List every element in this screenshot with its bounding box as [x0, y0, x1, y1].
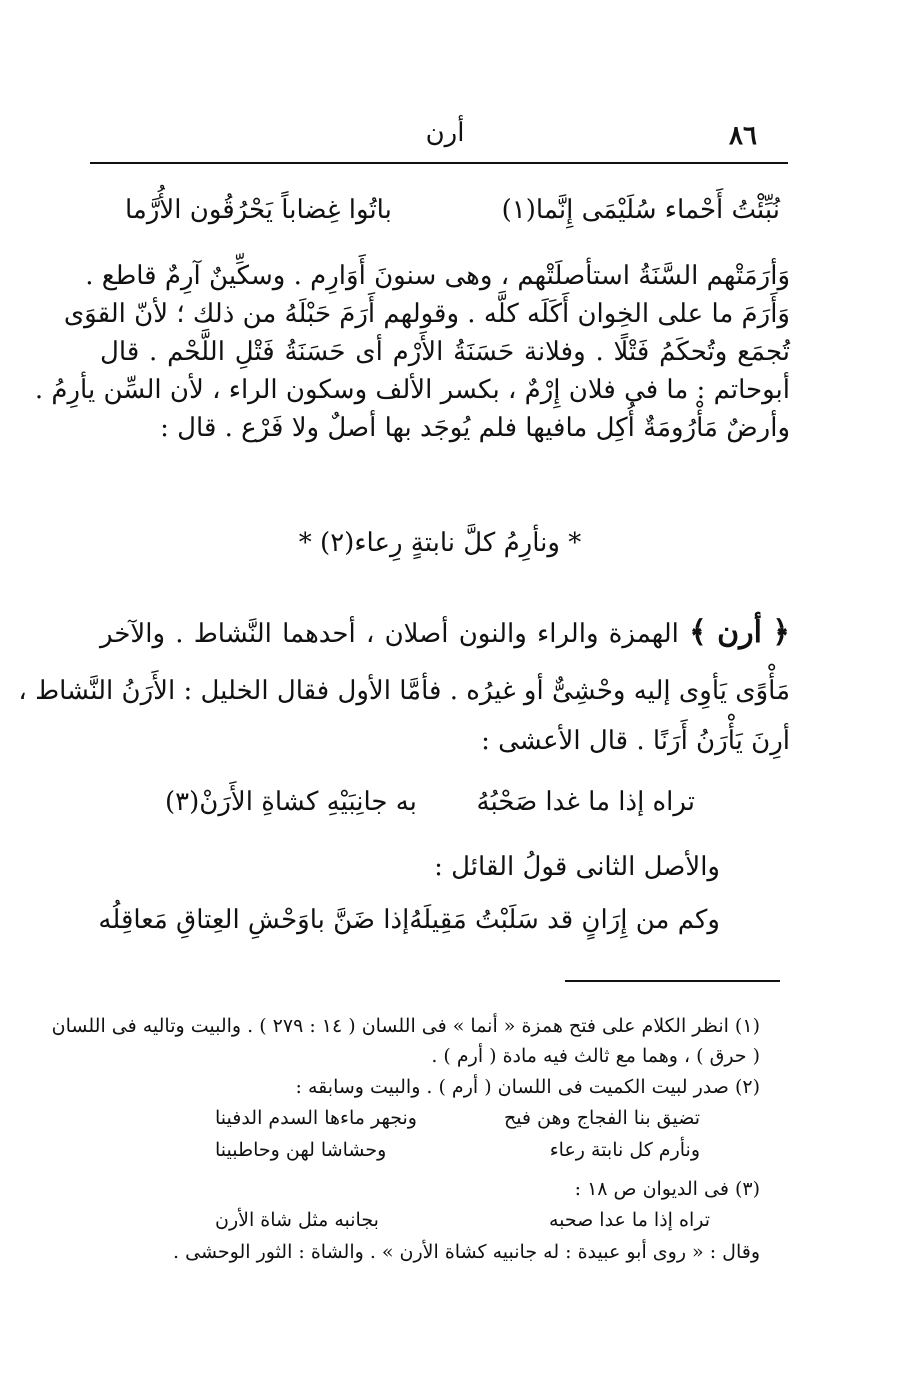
- verse-hemistich-second: بجانبه مثل شاة الأرن: [215, 1209, 379, 1231]
- text-line: أبوحاتم : ما فى فلان إِرْمٌ ، بكسر الألف وسكون الراء ، لأن السِّن يأرِمُ .: [34, 375, 790, 405]
- verse-hemistich-second: إذا ضَنَّ باوَحْشِ العِتاقِ مَعاقِلُه: [98, 905, 410, 935]
- verse-aasha: [165, 787, 695, 817]
- footnote-2-verse: [215, 1139, 700, 1161]
- entry-text: الهمزة والراء والنون أصلان ، أحدهما النَّشاط . والآخر: [100, 619, 679, 649]
- page-number: ٨٦: [729, 121, 757, 151]
- verse-hemistich-second: به جانِبَيْهِ كشاةِ الأَرَنْ(٣): [165, 787, 417, 817]
- text-line: أرِنَ يَأْرَنُ أَرَنًا . قال الأعشى :: [481, 726, 790, 756]
- text-line: تُجمَع وتُحكَمُ فَتْلًا . وفلانة حَسَنَةُ الأَرْم أى حَسَنَةُ فَتْلِ اللَّحْم . قال: [100, 337, 790, 367]
- running-head: أرن: [425, 118, 465, 148]
- text-line: وَأرَمَتْهم السَّنَةُ استأصلَتْهم ، وهى سنونَ أَوَارِم . وسكِّينٌ آرِمٌ قاطع .: [85, 261, 790, 291]
- header-divider: [90, 162, 788, 164]
- verse-hemistich-first: ونأرم كل نابتة رعاء: [549, 1139, 700, 1161]
- verse-hemistich-first: نُبِّئْتُ أَحْماء سُلَيْمَى إِنَّما(١): [501, 195, 780, 225]
- verse-hemistich-first: تضيق بنا الفجاج وهن فيح: [503, 1107, 700, 1129]
- verse-hemistich-second: وحشاشا لهن وحاطبينا: [215, 1139, 387, 1161]
- footnote-3-verse: [215, 1209, 710, 1231]
- footnote-1-line: (١) انظر الكلام على فتح همزة « أنما » فى اللسان ( ١٤ : ٢٧٩ ) . والبيت وتاليه فى اللسان: [51, 1015, 760, 1037]
- quoted-verse: * ونأرِمُ كلَّ نابتةٍ رِعاء(٢) *: [298, 528, 582, 558]
- footnote-3-line: وقال : « روى أبو عبيدة : له جانبيه كشاة الأرن » . والشاة : الثور الوحشى .: [173, 1241, 760, 1263]
- text-line: وأرضٌ مَأْرُومَةٌ أُكِل مافيها فلم يُوجَد بها أصلٌ ولا فَرْع . قال :: [160, 413, 790, 443]
- paragraph-arm: [34, 257, 790, 447]
- verse-hemistich-second: ونجهر ماءها السدم الدفينا: [215, 1107, 417, 1129]
- entry-arn: [18, 612, 790, 760]
- opening-verse: [125, 195, 780, 225]
- footnote-2-line: (٢) صدر لبيت الكميت فى اللسان ( أرم ) . والبيت وسابقه :: [295, 1076, 760, 1098]
- text-line: مَأْوًى يَأوِى إليه وحْشِىٌّ أو غيرُه . فأمَّا الأول فقال الخليل : الأَرَنُ النَّشاط ،: [18, 676, 790, 706]
- transition-line: والأصل الثانى قولُ القائل :: [434, 852, 720, 882]
- footnote-divider: [565, 980, 780, 982]
- footnote-2-verse: [215, 1107, 700, 1129]
- verse-hemistich-first: تراه إذا ما غدا صَحْبُهُ: [476, 787, 695, 817]
- verse-hemistich-first: وكم من إِرَانٍ قد سَلَبْتُ مَقِيلَهُ: [409, 905, 720, 935]
- verse-hemistich-first: تراه إذا ما عدا صحبه: [548, 1209, 710, 1231]
- verse-hemistich-second: باتُوا غِضاباً يَحْرُقُون الأُرَّما: [125, 195, 392, 225]
- text-line: وَأَرَمَ ما على الخِوان أَكَلَه كلَّه . وقولهم أَرَمَ حَبْلَهُ من ذلك ؛ لأنّ القوَى: [63, 299, 790, 329]
- final-verse: [98, 905, 720, 935]
- footnote-1-line: ( حرق ) ، وهما مع ثالث فيه مادة ( أرم ) .: [431, 1045, 760, 1067]
- entry-headword: ﴿ أرن ﴾: [689, 615, 790, 650]
- entry-first-line: [100, 612, 790, 654]
- footnote-3-line: (٣) فى الديوان ص ١٨ :: [574, 1178, 760, 1200]
